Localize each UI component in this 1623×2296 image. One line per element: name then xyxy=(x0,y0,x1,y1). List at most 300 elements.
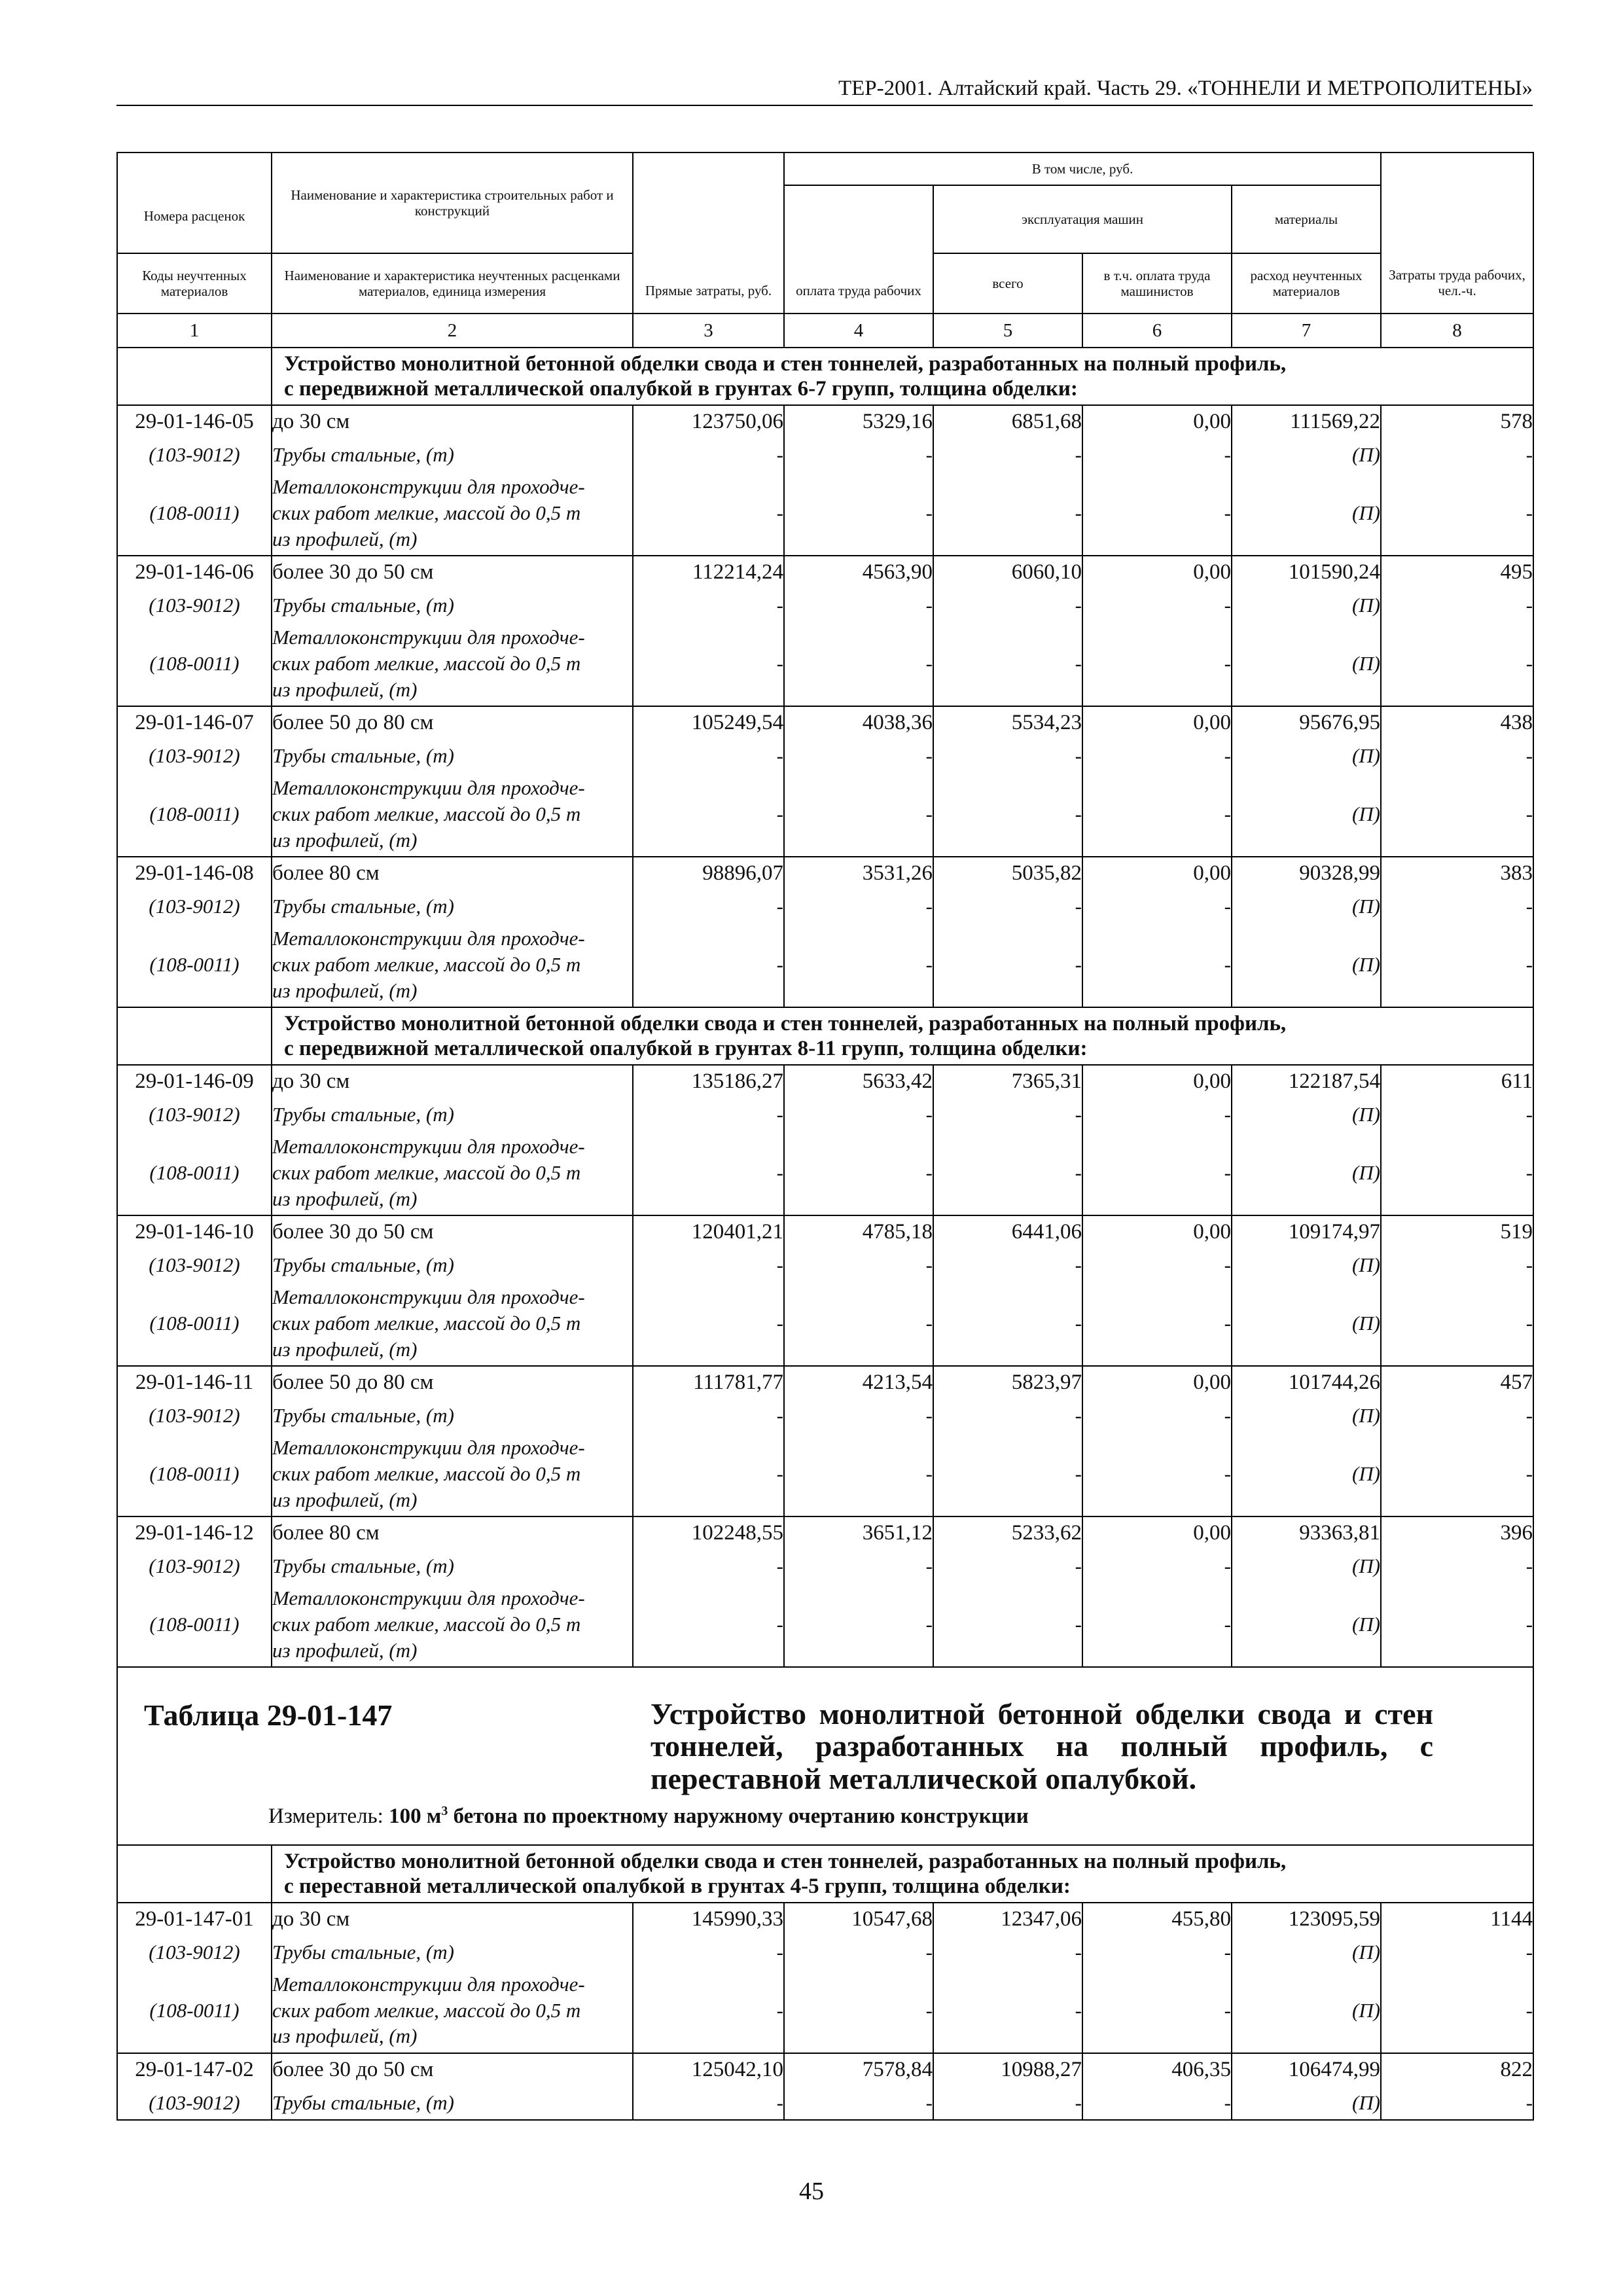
materials-cost: 101590,24 xyxy=(1232,556,1381,589)
material-code: (108-0011) xyxy=(117,923,272,1007)
material-name: Трубы стальные, (т) xyxy=(272,1249,633,1282)
col-labor: оплата труда рабочих xyxy=(784,185,933,314)
dash-cell: - xyxy=(1381,439,1533,471)
material-name xyxy=(272,1969,633,2053)
col-total: всего xyxy=(933,253,1082,314)
dash-cell: - xyxy=(784,1131,933,1215)
dash-cell: - xyxy=(1082,1399,1232,1432)
material-name-line: из профилей, (т) xyxy=(272,677,418,701)
dash-cell: - xyxy=(1381,772,1533,857)
dash-cell: - xyxy=(1381,923,1533,1007)
dash-cell: - xyxy=(1381,1249,1533,1282)
material-name-line: Металлоконструкции для проходче- xyxy=(272,1436,585,1460)
dash-cell: - xyxy=(933,740,1082,772)
dash-cell: - xyxy=(633,1550,784,1583)
material-name: Трубы стальные, (т) xyxy=(272,1550,633,1583)
dash-cell: - xyxy=(933,1969,1082,2053)
dash-cell: - xyxy=(1082,1936,1232,1969)
column-numbers-row xyxy=(117,314,1533,348)
machinist-pay: 0,00 xyxy=(1082,556,1232,589)
header-row-1 xyxy=(117,152,1533,185)
direct-cost: 111781,77 xyxy=(633,1366,784,1399)
material-name-line: ских работ мелкие, массой до 0,5 т xyxy=(272,1462,581,1485)
dash-cell: - xyxy=(1082,1131,1232,1215)
material-row-metal xyxy=(117,1583,1533,1667)
labor-pay: 4785,18 xyxy=(784,1215,933,1249)
dash-cell: - xyxy=(784,1098,933,1131)
materials-cost: 90328,99 xyxy=(1232,857,1381,890)
material-row-pipes xyxy=(117,439,1533,471)
dash-cell: - xyxy=(1381,740,1533,772)
page-header xyxy=(116,65,1533,106)
machinist-pay: 0,00 xyxy=(1082,706,1232,740)
rates-table xyxy=(116,152,1534,2121)
dash-cell: - xyxy=(633,439,784,471)
measure-value xyxy=(389,1804,1029,1828)
dash-cell: - xyxy=(633,1282,784,1366)
material-row-metal xyxy=(117,923,1533,1007)
table-measure xyxy=(268,1804,1029,1829)
material-row-pipes xyxy=(117,1098,1533,1131)
material-use-p: (П) xyxy=(1232,1399,1381,1432)
section-title-line-2: с переставной металлической опалубкой в грунтах 4-5 групп, толщина обделки: xyxy=(284,1874,1071,1898)
col-number: 6 xyxy=(1082,314,1232,348)
machines-total: 10988,27 xyxy=(933,2053,1082,2087)
dash-cell: - xyxy=(784,1432,933,1516)
material-row-metal xyxy=(117,1131,1533,1215)
dash-cell: - xyxy=(784,622,933,706)
labor-hours: 519 xyxy=(1381,1215,1533,1249)
dash-cell: - xyxy=(784,1936,933,1969)
dash-cell: - xyxy=(1381,890,1533,923)
machinist-pay: 455,80 xyxy=(1082,1903,1232,1936)
dash-cell: - xyxy=(933,622,1082,706)
material-name: Трубы стальные, (т) xyxy=(272,890,633,923)
col-number: 4 xyxy=(784,314,933,348)
dash-cell: - xyxy=(633,1432,784,1516)
material-code: (108-0011) xyxy=(117,1432,272,1516)
section-title-row xyxy=(117,1007,1533,1065)
material-code: (108-0011) xyxy=(117,772,272,857)
material-name-line: Металлоконструкции для проходче- xyxy=(272,1973,585,1996)
material-row-metal xyxy=(117,1282,1533,1366)
dash-cell: - xyxy=(1082,1249,1232,1282)
material-name-line: ских работ мелкие, массой до 0,5 т xyxy=(272,1311,581,1335)
machines-total: 6060,10 xyxy=(933,556,1082,589)
material-use-p: (П) xyxy=(1232,589,1381,622)
materials-cost: 93363,81 xyxy=(1232,1516,1381,1550)
direct-cost: 98896,07 xyxy=(633,857,784,890)
rate-code: 29-01-146-05 xyxy=(117,405,272,439)
dash-cell: - xyxy=(933,1936,1082,1969)
labor-pay: 4563,90 xyxy=(784,556,933,589)
dash-cell: - xyxy=(1082,1969,1232,2053)
labor-hours: 578 xyxy=(1381,405,1533,439)
dash-cell: - xyxy=(1082,1432,1232,1516)
direct-cost: 123750,06 xyxy=(633,405,784,439)
material-name-line: Металлоконструкции для проходче- xyxy=(272,1587,585,1610)
material-use-p: (П) xyxy=(1232,1550,1381,1583)
labor-hours: 495 xyxy=(1381,556,1533,589)
dash-cell: - xyxy=(933,439,1082,471)
dash-cell: - xyxy=(1381,1098,1533,1131)
labor-pay: 3531,26 xyxy=(784,857,933,890)
machines-total: 7365,31 xyxy=(933,1065,1082,1098)
dash-cell: - xyxy=(933,1550,1082,1583)
dash-cell: - xyxy=(633,890,784,923)
material-code: (103-9012) xyxy=(117,2087,272,2120)
rate-row xyxy=(117,1065,1533,1098)
dash-cell: - xyxy=(1381,1432,1533,1516)
col-number: 1 xyxy=(117,314,272,348)
material-row-pipes xyxy=(117,1550,1533,1583)
material-name-line: из профилей, (т) xyxy=(272,828,418,852)
material-name-line: из профилей, (т) xyxy=(272,2024,418,2048)
dash-cell: - xyxy=(784,1583,933,1667)
labor-hours: 611 xyxy=(1381,1065,1533,1098)
dash-cell: - xyxy=(633,1249,784,1282)
col-number: 2 xyxy=(272,314,633,348)
machines-total: 6441,06 xyxy=(933,1215,1082,1249)
rate-code: 29-01-146-12 xyxy=(117,1516,272,1550)
material-name xyxy=(272,1131,633,1215)
dash-cell: - xyxy=(633,1131,784,1215)
material-use-p: (П) xyxy=(1232,439,1381,471)
section-title xyxy=(272,1845,1533,1903)
material-code: (103-9012) xyxy=(117,1098,272,1131)
rate-name: более 30 до 50 см xyxy=(272,1215,633,1249)
dash-cell: - xyxy=(784,890,933,923)
dash-cell: - xyxy=(633,1936,784,1969)
material-row-pipes xyxy=(117,740,1533,772)
dash-cell: - xyxy=(784,923,933,1007)
material-code: (108-0011) xyxy=(117,622,272,706)
machines-total: 5534,23 xyxy=(933,706,1082,740)
material-use-p: (П) xyxy=(1232,1098,1381,1131)
labor-hours: 383 xyxy=(1381,857,1533,890)
machines-total: 5035,82 xyxy=(933,857,1082,890)
rate-name: до 30 см xyxy=(272,1903,633,1936)
dash-cell: - xyxy=(1381,1282,1533,1366)
col-mach-labor: в т.ч. оплата труда машинистов xyxy=(1082,253,1232,314)
dash-cell: - xyxy=(1381,1131,1533,1215)
material-code: (108-0011) xyxy=(117,1282,272,1366)
material-use-p: (П) xyxy=(1232,2087,1381,2120)
dash-cell: - xyxy=(784,439,933,471)
rate-row xyxy=(117,1516,1533,1550)
col-materials: материалы xyxy=(1232,185,1381,253)
col-mat-name: Наименование и характеристика неучтенных расценками материалов, единица измерения xyxy=(272,253,633,314)
dash-cell: - xyxy=(633,923,784,1007)
material-name xyxy=(272,622,633,706)
rate-row xyxy=(117,2053,1533,2087)
materials-cost: 123095,59 xyxy=(1232,1903,1381,1936)
material-row-pipes xyxy=(117,1399,1533,1432)
rate-code: 29-01-147-01 xyxy=(117,1903,272,1936)
direct-cost: 135186,27 xyxy=(633,1065,784,1098)
table-147-heading xyxy=(117,1667,1533,1845)
dash-cell: - xyxy=(933,2087,1082,2120)
material-use-p: (П) xyxy=(1232,622,1381,706)
material-name-line: Металлоконструкции для проходче- xyxy=(272,626,585,649)
rate-code: 29-01-146-07 xyxy=(117,706,272,740)
material-name-line: из профилей, (т) xyxy=(272,1638,418,1662)
material-name: Трубы стальные, (т) xyxy=(272,740,633,772)
material-name xyxy=(272,1432,633,1516)
material-use-p: (П) xyxy=(1232,1249,1381,1282)
machines-total: 5823,97 xyxy=(933,1366,1082,1399)
dash-cell: - xyxy=(1381,1936,1533,1969)
material-use-p: (П) xyxy=(1232,923,1381,1007)
material-name-line: ских работ мелкие, массой до 0,5 т xyxy=(272,802,581,826)
rate-row xyxy=(117,857,1533,890)
dash-cell: - xyxy=(933,1131,1082,1215)
dash-cell: - xyxy=(1381,2087,1533,2120)
material-name-line: Металлоконструкции для проходче- xyxy=(272,1135,585,1158)
dash-cell: - xyxy=(1381,622,1533,706)
dash-cell: - xyxy=(933,1282,1082,1366)
machines-total: 12347,06 xyxy=(933,1903,1082,1936)
material-use-p: (П) xyxy=(1232,1969,1381,2053)
material-code: (103-9012) xyxy=(117,1249,272,1282)
section-spacer xyxy=(117,1007,272,1065)
material-name-line: из профилей, (т) xyxy=(272,1187,418,1210)
dash-cell: - xyxy=(1082,772,1232,857)
col-rates-no: Номера расценок xyxy=(117,152,272,253)
dash-cell: - xyxy=(1082,1098,1232,1131)
dash-cell: - xyxy=(933,1583,1082,1667)
material-name: Трубы стальные, (т) xyxy=(272,1098,633,1131)
dash-cell: - xyxy=(933,1399,1082,1432)
rate-name: более 30 до 50 см xyxy=(272,2053,633,2087)
dash-cell: - xyxy=(1381,471,1533,556)
material-code: (108-0011) xyxy=(117,471,272,556)
labor-hours: 438 xyxy=(1381,706,1533,740)
section-spacer xyxy=(117,348,272,405)
machinist-pay: 0,00 xyxy=(1082,1215,1232,1249)
material-name-line: ских работ мелкие, массой до 0,5 т xyxy=(272,652,581,675)
machinist-pay: 406,35 xyxy=(1082,2053,1232,2087)
direct-cost: 105249,54 xyxy=(633,706,784,740)
material-row-metal xyxy=(117,622,1533,706)
measure-label: Измеритель: xyxy=(268,1804,389,1828)
dash-cell: - xyxy=(1082,1282,1232,1366)
section-title-line-1: Устройство монолитной бетонной обделки свода и стен тоннелей, разработанных на полный профиль, xyxy=(284,352,1287,376)
rate-code: 29-01-147-02 xyxy=(117,2053,272,2087)
labor-pay: 4038,36 xyxy=(784,706,933,740)
material-name xyxy=(272,1282,633,1366)
col-mat-use: расход неучтенных материалов xyxy=(1232,253,1381,314)
material-code: (103-9012) xyxy=(117,439,272,471)
material-code: (103-9012) xyxy=(117,890,272,923)
dash-cell: - xyxy=(933,890,1082,923)
material-row-pipes xyxy=(117,2087,1533,2120)
col-number: 5 xyxy=(933,314,1082,348)
material-name: Трубы стальные, (т) xyxy=(272,1936,633,1969)
rate-row xyxy=(117,556,1533,589)
section-title-line-2: с передвижной металлической опалубкой в грунтах 6-7 групп, толщина обделки: xyxy=(284,376,1078,401)
section-title-line-2: с передвижной металлической опалубкой в грунтах 8-11 групп, толщина обделки: xyxy=(284,1036,1088,1060)
material-name-line: Металлоконструкции для проходче- xyxy=(272,776,585,800)
dash-cell: - xyxy=(633,2087,784,2120)
dash-cell: - xyxy=(933,589,1082,622)
material-name: Трубы стальные, (т) xyxy=(272,439,633,471)
rate-row xyxy=(117,1366,1533,1399)
dash-cell: - xyxy=(1082,439,1232,471)
col-incl: В том числе, руб. xyxy=(784,152,1381,185)
dash-cell: - xyxy=(933,1098,1082,1131)
table-number: Таблица 29-01-147 xyxy=(144,1698,393,1732)
material-use-p: (П) xyxy=(1232,1131,1381,1215)
table-147-heading-row xyxy=(117,1667,1533,1845)
material-row-metal xyxy=(117,1432,1533,1516)
material-name-line: ских работ мелкие, массой до 0,5 т xyxy=(272,1998,581,2022)
dash-cell: - xyxy=(1381,1550,1533,1583)
material-name-line: Металлоконструкции для проходче- xyxy=(272,1285,585,1309)
dash-cell: - xyxy=(784,1969,933,2053)
col-number: 3 xyxy=(633,314,784,348)
material-name-line: ских работ мелкие, массой до 0,5 т xyxy=(272,501,581,525)
header-title: ТЕР-2001. Алтайский край. Часть 29. «ТОННЕЛИ И МЕТРОПОЛИТЕНЫ» xyxy=(838,77,1533,100)
dash-cell: - xyxy=(1082,1550,1232,1583)
rate-name: более 80 см xyxy=(272,857,633,890)
labor-hours: 396 xyxy=(1381,1516,1533,1550)
machinist-pay: 0,00 xyxy=(1082,1366,1232,1399)
rate-name: более 80 см xyxy=(272,1516,633,1550)
material-row-metal xyxy=(117,471,1533,556)
rate-row xyxy=(117,405,1533,439)
rate-row xyxy=(117,1215,1533,1249)
material-name: Трубы стальные, (т) xyxy=(272,1399,633,1432)
material-code: (108-0011) xyxy=(117,1583,272,1667)
table-title: Устройство монолитной бетонной обделки свода и стен тоннелей, разработанных на полный профиль, с переставной металлической опалубкой. xyxy=(651,1696,1433,1796)
material-row-metal xyxy=(117,1969,1533,2053)
machines-total: 6851,68 xyxy=(933,405,1082,439)
labor-pay: 10547,68 xyxy=(784,1903,933,1936)
materials-cost: 111569,22 xyxy=(1232,405,1381,439)
dash-cell: - xyxy=(1082,740,1232,772)
machinist-pay: 0,00 xyxy=(1082,405,1232,439)
direct-cost: 102248,55 xyxy=(633,1516,784,1550)
measure-desc: бетона по проектному наружному очертанию конструкции xyxy=(448,1804,1029,1828)
dash-cell: - xyxy=(933,923,1082,1007)
section-title xyxy=(272,1007,1533,1065)
section-title xyxy=(272,348,1533,405)
rate-code: 29-01-146-10 xyxy=(117,1215,272,1249)
material-row-pipes xyxy=(117,1936,1533,1969)
material-name-line: из профилей, (т) xyxy=(272,527,418,550)
section-title-row xyxy=(117,348,1533,405)
direct-cost: 112214,24 xyxy=(633,556,784,589)
dash-cell: - xyxy=(633,1969,784,2053)
material-name: Трубы стальные, (т) xyxy=(272,589,633,622)
dash-cell: - xyxy=(784,1399,933,1432)
material-name-line: Металлоконструкции для проходче- xyxy=(272,927,585,950)
dash-cell: - xyxy=(633,1583,784,1667)
col-codes: Коды неучтенных материалов xyxy=(117,253,272,314)
materials-cost: 101744,26 xyxy=(1232,1366,1381,1399)
section-title-line-1: Устройство монолитной бетонной обделки свода и стен тоннелей, разработанных на полный профиль, xyxy=(284,1849,1287,1873)
material-use-p: (П) xyxy=(1232,1282,1381,1366)
dash-cell: - xyxy=(933,1432,1082,1516)
rate-name: более 50 до 80 см xyxy=(272,1366,633,1399)
measure-sup: 3 xyxy=(441,1803,448,1818)
col-machines: эксплуатация машин xyxy=(933,185,1232,253)
labor-pay: 5329,16 xyxy=(784,405,933,439)
dash-cell: - xyxy=(1082,1583,1232,1667)
material-name-line: ских работ мелкие, массой до 0,5 т xyxy=(272,1612,581,1636)
page-number: 45 xyxy=(799,2178,824,2205)
dash-cell: - xyxy=(933,471,1082,556)
col-number: 8 xyxy=(1381,314,1533,348)
rate-row xyxy=(117,1903,1533,1936)
measure-unit: 100 м xyxy=(389,1804,442,1828)
material-use-p: (П) xyxy=(1232,1583,1381,1667)
rate-code: 29-01-146-09 xyxy=(117,1065,272,1098)
materials-cost: 122187,54 xyxy=(1232,1065,1381,1098)
dash-cell: - xyxy=(1082,471,1232,556)
col-number: 7 xyxy=(1232,314,1381,348)
dash-cell: - xyxy=(633,740,784,772)
dash-cell: - xyxy=(784,589,933,622)
material-name-line: из профилей, (т) xyxy=(272,1337,418,1361)
material-name-line: из профилей, (т) xyxy=(272,978,418,1002)
dash-cell: - xyxy=(784,740,933,772)
dash-cell: - xyxy=(633,772,784,857)
material-code: (108-0011) xyxy=(117,1969,272,2053)
materials-cost: 109174,97 xyxy=(1232,1215,1381,1249)
material-row-pipes xyxy=(117,1249,1533,1282)
dash-cell: - xyxy=(633,1399,784,1432)
col-direct: Прямые затраты, руб. xyxy=(633,152,784,314)
dash-cell: - xyxy=(784,1249,933,1282)
material-code: (103-9012) xyxy=(117,1399,272,1432)
dash-cell: - xyxy=(1082,923,1232,1007)
dash-cell: - xyxy=(784,1550,933,1583)
section-title-row xyxy=(117,1845,1533,1903)
rate-code: 29-01-146-06 xyxy=(117,556,272,589)
rate-row xyxy=(117,706,1533,740)
machinist-pay: 0,00 xyxy=(1082,857,1232,890)
material-name xyxy=(272,471,633,556)
machinist-pay: 0,00 xyxy=(1082,1516,1232,1550)
material-name: Трубы стальные, (т) xyxy=(272,2087,633,2120)
dash-cell: - xyxy=(933,772,1082,857)
direct-cost: 125042,10 xyxy=(633,2053,784,2087)
material-name xyxy=(272,772,633,857)
direct-cost: 120401,21 xyxy=(633,1215,784,1249)
rate-name: более 50 до 80 см xyxy=(272,706,633,740)
labor-pay: 4213,54 xyxy=(784,1366,933,1399)
material-name-line: из профилей, (т) xyxy=(272,1488,418,1511)
material-code: (103-9012) xyxy=(117,589,272,622)
material-use-p: (П) xyxy=(1232,1432,1381,1516)
rate-code: 29-01-146-11 xyxy=(117,1366,272,1399)
dash-cell: - xyxy=(1381,1583,1533,1667)
dash-cell: - xyxy=(784,471,933,556)
materials-cost: 95676,95 xyxy=(1232,706,1381,740)
dash-cell: - xyxy=(933,1249,1082,1282)
dash-cell: - xyxy=(633,622,784,706)
material-name-line: ских работ мелкие, массой до 0,5 т xyxy=(272,1160,581,1184)
dash-cell: - xyxy=(784,1282,933,1366)
material-use-p: (П) xyxy=(1232,1936,1381,1969)
material-row-pipes xyxy=(117,890,1533,923)
col-labor-cost: Затраты труда рабочих, чел.-ч. xyxy=(1381,152,1533,314)
rate-name: до 30 см xyxy=(272,1065,633,1098)
material-code: (103-9012) xyxy=(117,1550,272,1583)
dash-cell: - xyxy=(1381,1969,1533,2053)
